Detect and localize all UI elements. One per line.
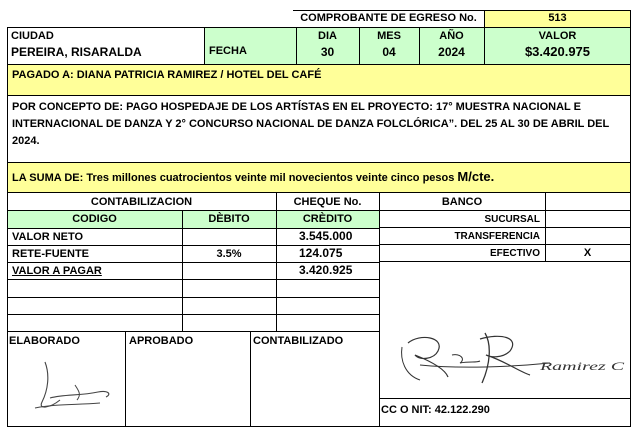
- prepared-label: ELABORADO: [9, 335, 80, 347]
- payee-signature: [390, 325, 630, 395]
- row-credit: 124.075: [299, 246, 343, 260]
- payee-id: CC O NIT: 42.122.290: [381, 404, 490, 416]
- row-code: VALOR A PAGAR: [12, 265, 102, 277]
- bank-cash-label: EFECTIVO: [489, 248, 540, 259]
- city-label: CIUDAD: [11, 30, 54, 42]
- cheque-label: CHEQUE No.: [293, 196, 362, 208]
- month-value: 04: [382, 45, 396, 59]
- receipt-title: COMPROBANTE DE EGRESO No.: [300, 12, 477, 24]
- payee-signature-text: Ramirez C: [538, 359, 626, 373]
- year-value: 2024: [438, 45, 465, 59]
- accounting-title: CONTABILIZACION: [90, 196, 193, 208]
- month-label: MES: [377, 30, 401, 42]
- day-value: 30: [320, 45, 335, 59]
- approved-label: APROBADO: [129, 335, 194, 347]
- bank-transfer-label: TRANSFERENCIA: [454, 231, 540, 242]
- accounted-label: CONTABILIZADO: [253, 335, 344, 347]
- city-value: PEREIRA, RISARALDA: [11, 45, 142, 59]
- row-code: RETE-FUENTE: [12, 248, 89, 260]
- amount-label: VALOR: [538, 30, 577, 42]
- row-debit: 3.5%: [216, 248, 242, 260]
- row-code: VALOR NETO: [12, 231, 84, 243]
- sum-text: [12, 170, 494, 185]
- sum-currency: M/cte.: [457, 169, 495, 184]
- col-debit: DÈBITO: [208, 213, 250, 225]
- col-credit: CRÈDITO: [302, 213, 353, 225]
- bank-cash-mark: X: [583, 247, 592, 259]
- receipt-number: 513: [548, 12, 567, 24]
- bank-label: BANCO: [441, 196, 483, 208]
- row-credit: 3.545.000: [299, 229, 353, 243]
- amount-value: $3.420.975: [524, 44, 591, 59]
- prepared-signature: [20, 350, 130, 420]
- year-label: AÑO: [439, 30, 464, 42]
- col-code: CODIGO: [72, 213, 117, 225]
- paid-to: PAGADO A: DIANA PATRICIA RAMIREZ / HOTEL DEL CAFÉ: [12, 69, 322, 81]
- day-label: DIA: [318, 30, 337, 42]
- sum-words: LA SUMA DE: Tres millones cuatrocientos veinte mil novecientos veinte cinco pesos: [12, 172, 458, 184]
- bank-branch-label: SUCURSAL: [484, 214, 540, 225]
- date-label: FECHA: [209, 45, 247, 57]
- concept-text: POR CONCEPTO DE: PAGO HOSPEDAJE DE LOS ARTÍSTAS EN EL PROYECTO: 17° MUESTRA NACIONAL E INTERNACIONAL DE DANZA Y 2° CONCURSO NACIONAL DE DANZA FOLCLÓRICA”. DEL 25 AL 30 DE ABRIL DEL 2024.: [12, 101, 610, 147]
- row-credit: 3.420.925: [299, 263, 353, 277]
